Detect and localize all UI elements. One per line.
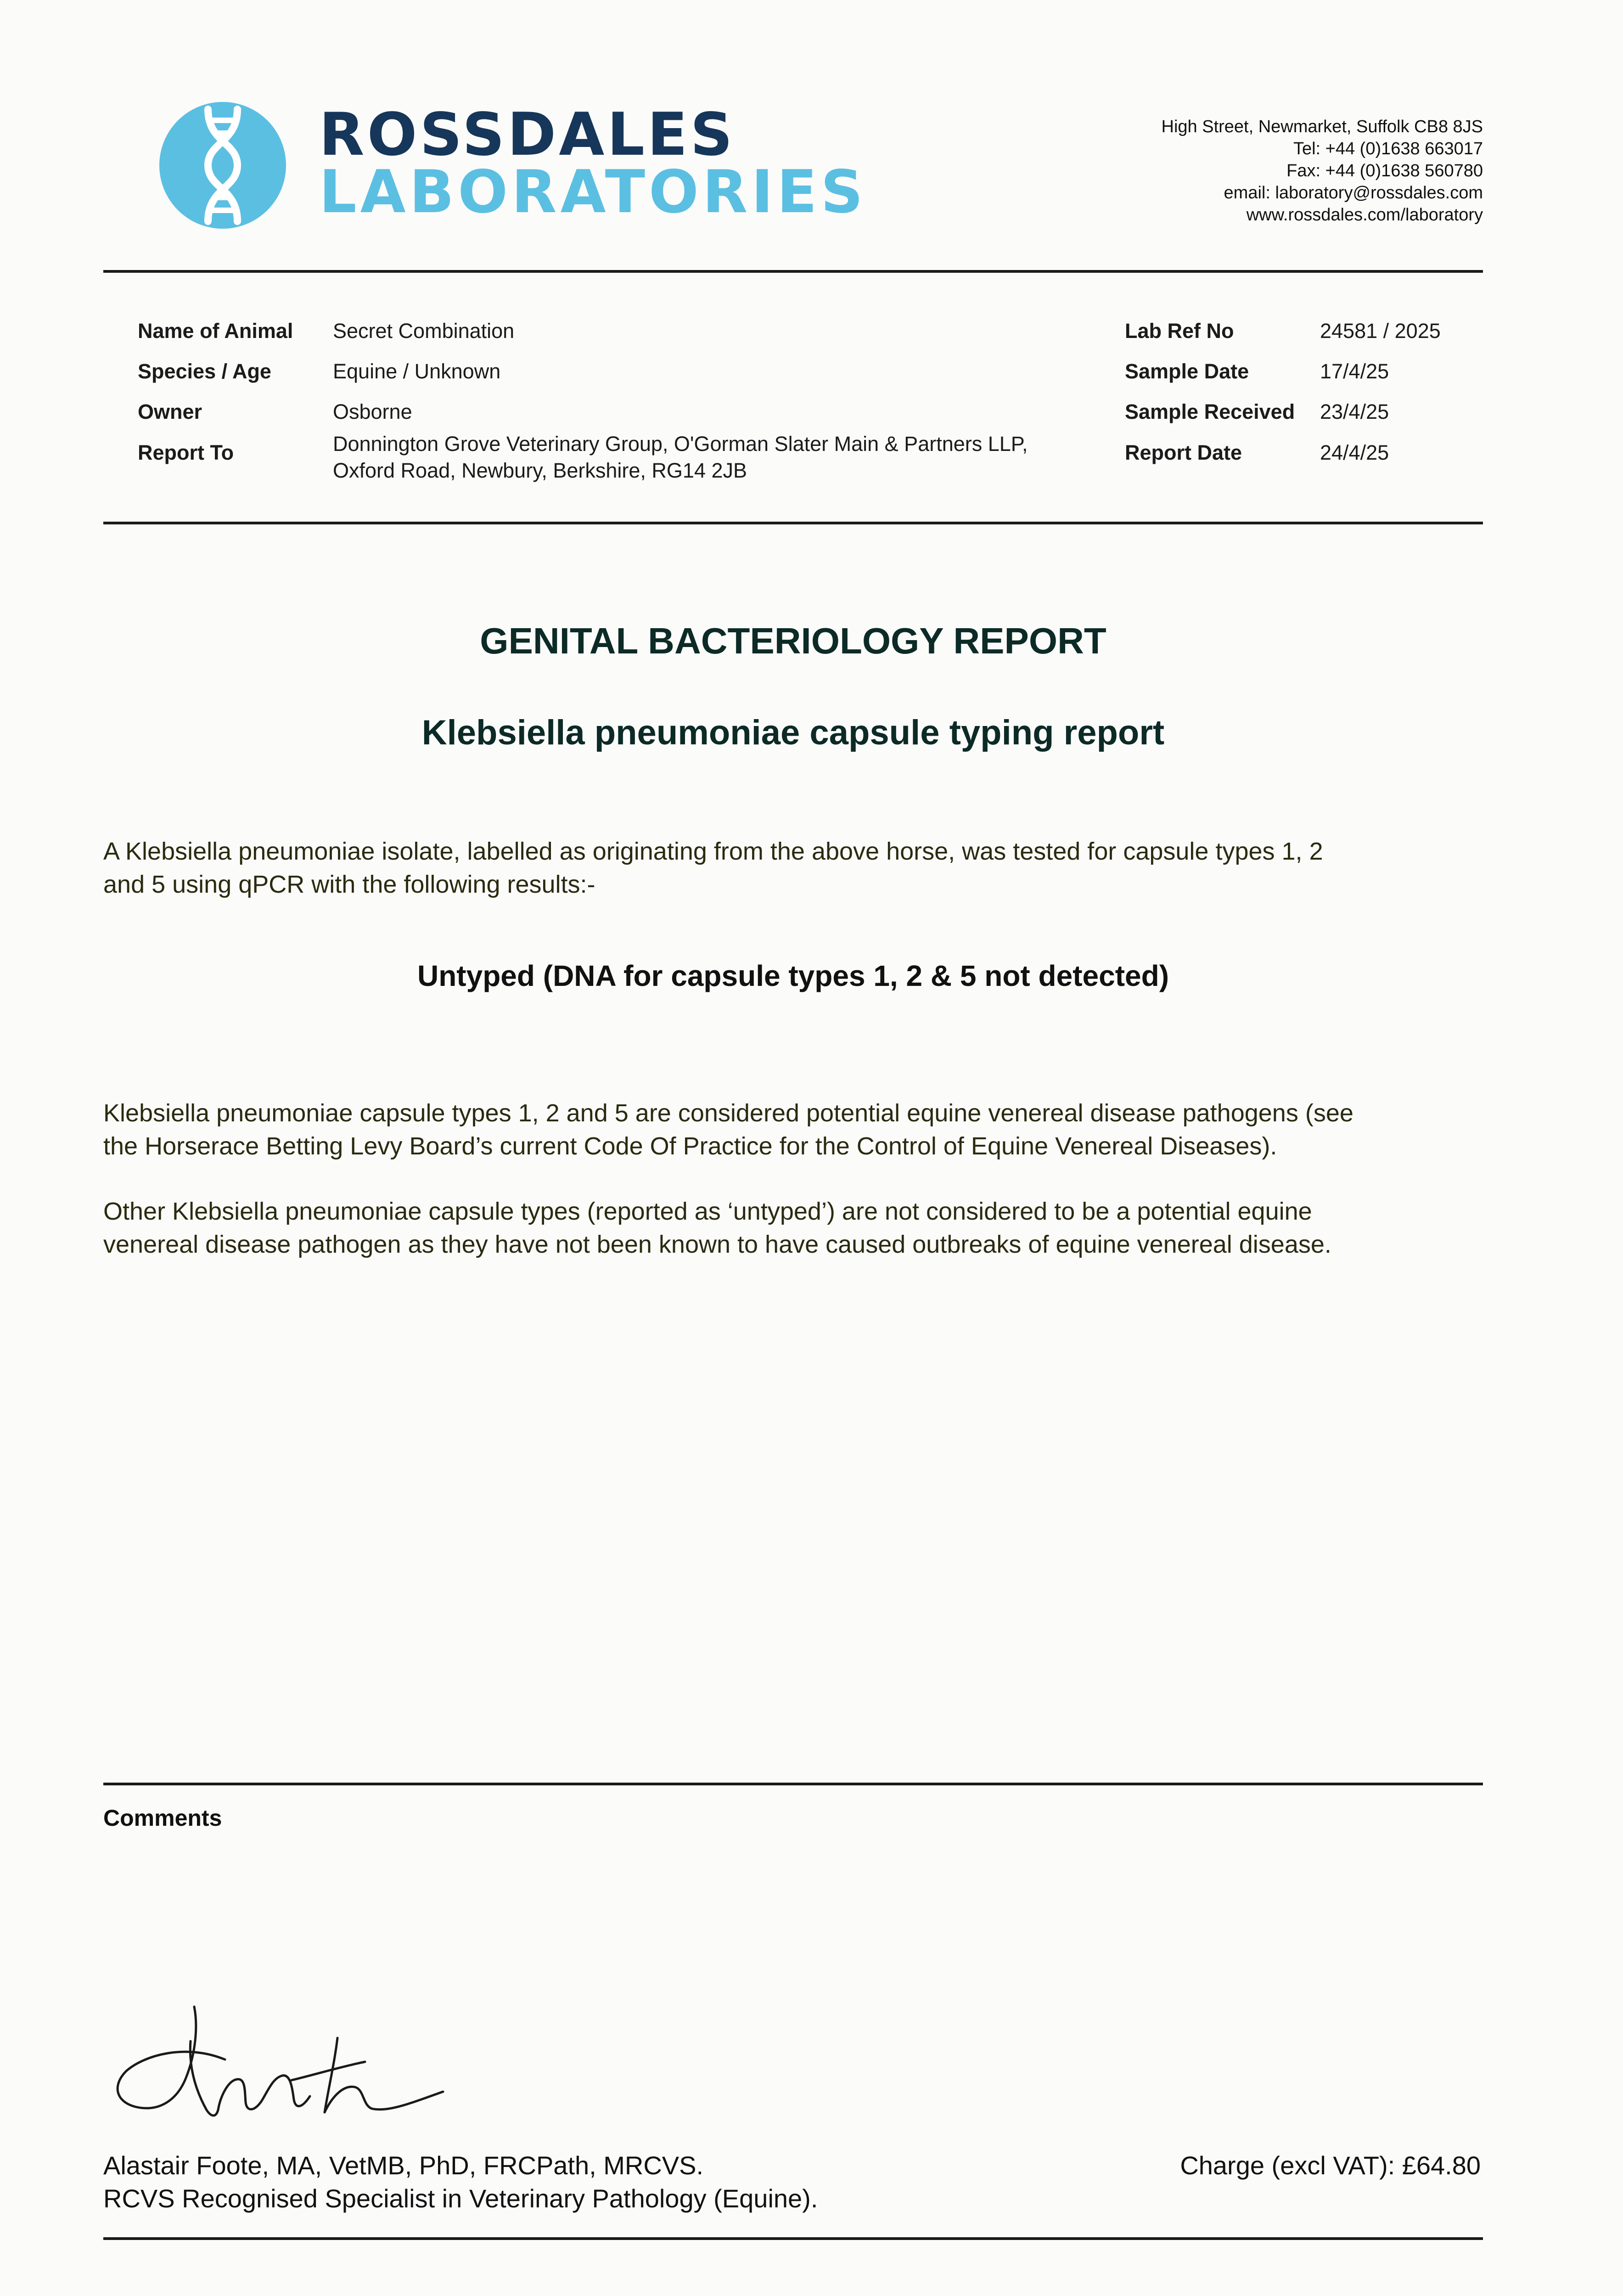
intro-paragraph (103, 835, 1483, 901)
address-tel: Tel: +44 (0)1638 663017 (1293, 139, 1483, 158)
signatory (103, 2149, 818, 2215)
report-subtitle: Klebsiella pneumoniae capsule typing report (421, 713, 1165, 752)
comments-label: Comments (103, 1805, 222, 1831)
lab-ref-label: Lab Ref No (1125, 319, 1234, 343)
lab-ref-value: 24581 / 2025 (1320, 319, 1441, 343)
untyped-line-2: venereal disease pathogen as they have not been known to have caused outbreaks of equine venereal disease. (103, 1231, 1331, 1258)
report-to-line-1: Donnington Grove Veterinary Group, O'Gorman Slater Main & Partners LLP, (333, 432, 1028, 456)
brand-name-primary: ROSSDALES (319, 101, 736, 169)
report-date-value: 24/4/25 (1320, 441, 1389, 464)
signatory-name: Alastair Foote, MA, VetMB, PhD, FRCPath, MRCVS. (103, 2151, 704, 2180)
address-fax: Fax: +44 (0)1638 560780 (1286, 161, 1483, 180)
sample-date-value: 17/4/25 (1320, 360, 1389, 383)
signature (108, 1998, 466, 2131)
charge-amount: Charge (excl VAT): £64.80 (1180, 2151, 1481, 2180)
lab-address (1162, 116, 1483, 226)
pathogen-paragraph (103, 1097, 1483, 1163)
typing-result: Untyped (DNA for capsule types 1, 2 & 5 not detected) (417, 959, 1169, 992)
brand-name-secondary: LABORATORIES (319, 158, 867, 226)
address-street: High Street, Newmarket, Suffolk CB8 8JS (1161, 117, 1483, 136)
dna-helix-icon (158, 101, 287, 230)
report-to-line-2: Oxford Road, Newbury, Berkshire, RG14 2JB (333, 459, 747, 482)
comments-divider (103, 1783, 1483, 1785)
signatory-role: RCVS Recognised Specialist in Veterinary Pathology (Equine). (103, 2184, 818, 2213)
pathogen-line-2: the Horserace Betting Levy Board’s current Code Of Practice for the Control of Equine Venereal Diseases). (103, 1132, 1277, 1160)
info-divider (103, 522, 1483, 524)
report-title: GENITAL BACTERIOLOGY REPORT (480, 620, 1106, 661)
footer-divider (103, 2237, 1483, 2240)
owner-value: Osborne (333, 400, 412, 423)
owner-label: Owner (138, 400, 202, 423)
untyped-line-1: Other Klebsiella pneumoniae capsule types (reported as ‘untyped’) are not considered to be a potential equine (103, 1198, 1312, 1225)
report-to-label: Report To (138, 441, 234, 464)
pathogen-line-1: Klebsiella pneumoniae capsule types 1, 2 and 5 are considered potential equine venereal disease pathogens (see (103, 1099, 1353, 1127)
sample-received-value: 23/4/25 (1320, 400, 1389, 423)
intro-line-1: A Klebsiella pneumoniae isolate, labelled as originating from the above horse, was tested for capsule types 1, 2 (103, 838, 1323, 865)
address-email[interactable]: email: laboratory@rossdales.com (1224, 183, 1483, 203)
name-of-animal-label: Name of Animal (138, 319, 293, 343)
sample-date-label: Sample Date (1125, 360, 1249, 383)
intro-line-2: and 5 using qPCR with the following results:- (103, 871, 595, 898)
name-of-animal-value: Secret Combination (333, 319, 515, 343)
species-age-value: Equine / Unknown (333, 360, 501, 383)
address-website[interactable]: www.rossdales.com/laboratory (1246, 205, 1483, 225)
sample-received-label: Sample Received (1125, 400, 1295, 423)
species-age-label: Species / Age (138, 360, 271, 383)
report-date-label: Report Date (1125, 441, 1242, 464)
untyped-paragraph (103, 1195, 1483, 1261)
header-divider (103, 270, 1483, 273)
